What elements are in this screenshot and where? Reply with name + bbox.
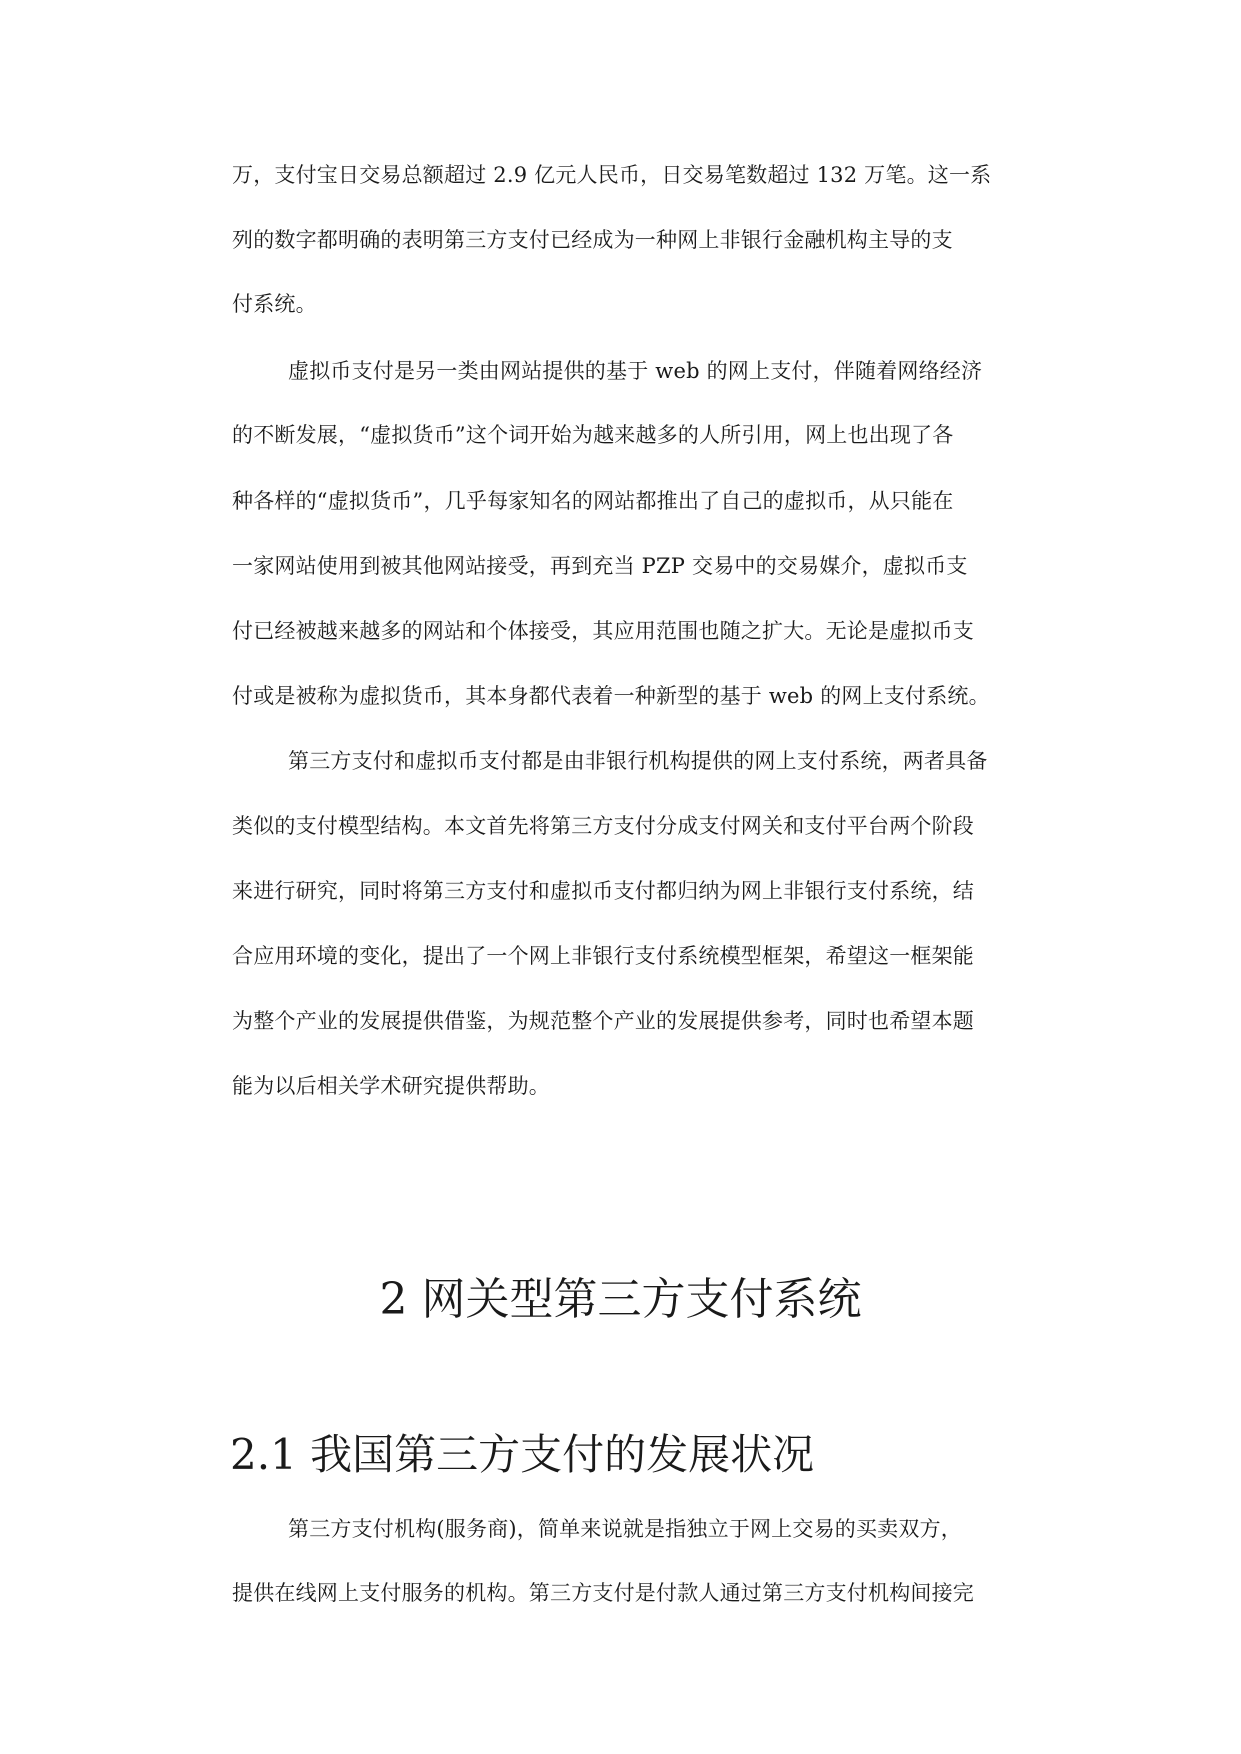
paragraph-3-line-2: 类似的支付模型结构。本文首先将第三方支付分成支付网关和支付平台两个阶段 bbox=[232, 814, 974, 838]
paragraph-2-line-5: 付已经被越来越多的网站和个体接受，其应用范围也随之扩大。无论是虚拟币支 bbox=[232, 619, 974, 643]
paragraph-2-line-3: 种各样的“虚拟货币”，几乎每家知名的网站都推出了自己的虚拟币，从只能在 bbox=[232, 489, 954, 513]
paragraph-1-line-3: 付系统。 bbox=[232, 292, 317, 316]
paragraph-2-line-1: 虚拟币支付是另一类由网站提供的基于 web 的网上支付，伴随着网络经济 bbox=[288, 359, 983, 383]
paragraph-1-line-2: 列的数字都明确的表明第三方支付已经成为一种网上非银行金融机构主导的支 bbox=[232, 228, 953, 252]
paragraph-3-line-4: 合应用环境的变化，提出了一个网上非银行支付系统模型框架，希望这一框架能 bbox=[232, 944, 974, 968]
section-heading: 2.1 我国第三方支付的发展状况 bbox=[230, 1430, 815, 1479]
section-paragraph-line-2: 提供在线网上支付服务的机构。第三方支付是付款人通过第三方支付机构间接完 bbox=[232, 1581, 974, 1605]
paragraph-2-line-2: 的不断发展，“虚拟货币”这个词开始为越来越多的人所引用，网上也出现了各 bbox=[232, 423, 954, 447]
paragraph-3-line-5: 为整个产业的发展提供借鉴，为规范整个产业的发展提供参考，同时也希望本题 bbox=[232, 1009, 974, 1033]
section-paragraph-line-1: 第三方支付机构(服务商)，简单来说就是指独立于网上交易的买卖双方， bbox=[288, 1517, 962, 1541]
paragraph-3-line-6: 能为以后相关学术研究提供帮助。 bbox=[232, 1074, 550, 1098]
paragraph-1-line-1: 万，支付宝日交易总额超过 2.9 亿元人民币，日交易笔数超过 132 万笔。这一系 bbox=[232, 163, 992, 187]
chapter-heading: 2 网关型第三方支付系统 bbox=[379, 1274, 862, 1325]
paragraph-2-line-4: 一家网站使用到被其他网站接受，再到充当 PZP 交易中的交易媒介，虚拟币支 bbox=[232, 554, 968, 578]
paragraph-3-line-3: 来进行研究，同时将第三方支付和虚拟币支付都归纳为网上非银行支付系统，结 bbox=[232, 879, 974, 903]
paragraph-2-line-6: 付或是被称为虚拟货币，其本身都代表着一种新型的基于 web 的网上支付系统。 bbox=[232, 684, 990, 708]
paragraph-3-line-1: 第三方支付和虚拟币支付都是由非银行机构提供的网上支付系统，两者具备 bbox=[288, 749, 988, 773]
